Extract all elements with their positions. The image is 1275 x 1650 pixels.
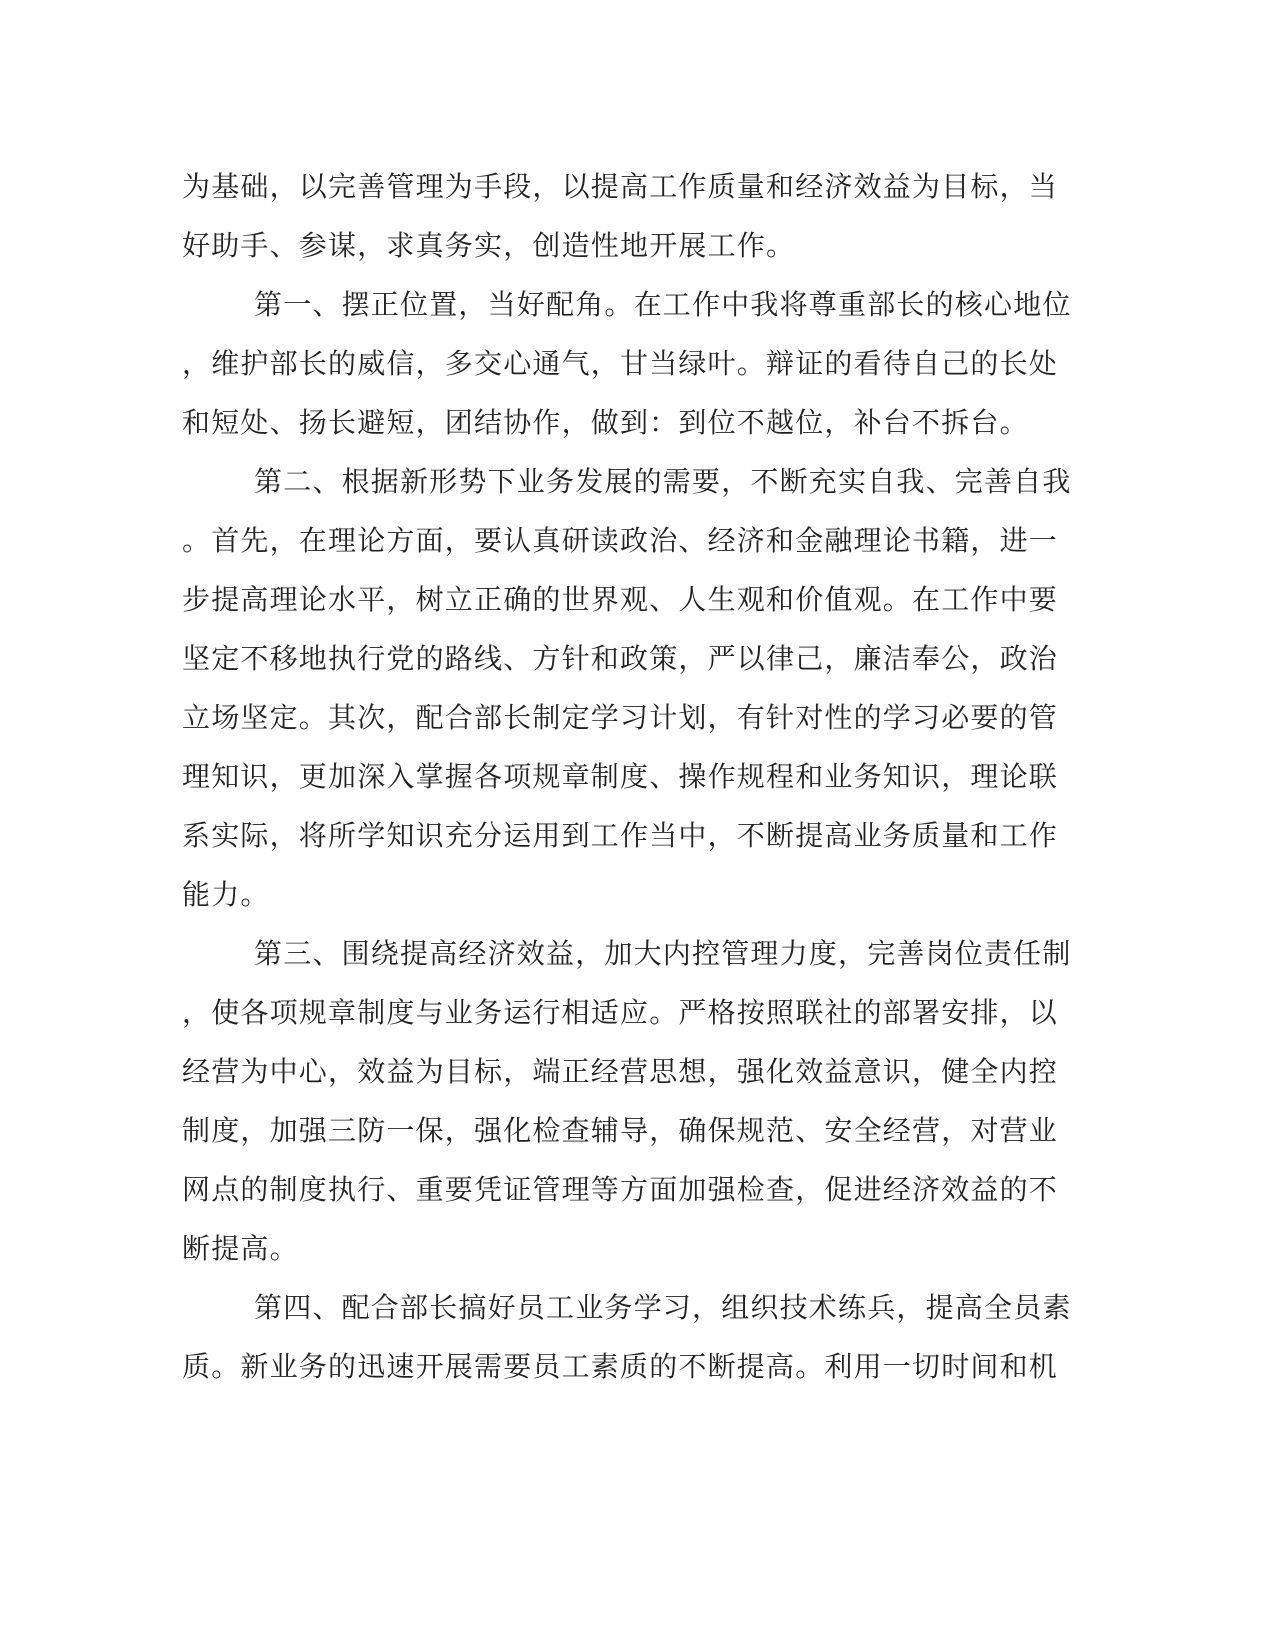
text-line: 立场坚定。其次，配合部长制定学习计划，有针对性的学习必要的管 <box>182 701 1059 734</box>
text-line: ，维护部长的威信，多交心通气，甘当绿叶。辩证的看待自己的长处 <box>182 347 1059 380</box>
text-line: 理知识，更加深入掌握各项规章制度、操作规程和业务知识，理论联 <box>182 760 1059 793</box>
text-line: 为基础，以完善管理为手段，以提高工作质量和经济效益为目标，当 <box>182 170 1059 203</box>
text-line: 好助手、参谋，求真务实，创造性地开展工作。 <box>182 229 796 262</box>
text-line: ，使各项规章制度与业务运行相适应。严格按照联社的部署安排，以 <box>182 996 1059 1029</box>
text-line: 。首先，在理论方面，要认真研读政治、经济和金融理论书籍，进一 <box>182 524 1059 557</box>
text-line: 步提高理论水平，树立正确的世界观、人生观和价值观。在工作中要 <box>182 583 1059 616</box>
text-line: 坚定不移地执行党的路线、方针和政策，严以律己，廉洁奉公，政治 <box>182 642 1059 675</box>
text-line: 网点的制度执行、重要凭证管理等方面加强检查，促进经济效益的不 <box>182 1173 1059 1206</box>
text-line: 系实际，将所学知识充分运用到工作当中，不断提高业务质量和工作 <box>182 819 1059 852</box>
text-line: 能力。 <box>182 878 270 911</box>
paragraph-start-line: 第一、摆正位置，当好配角。在工作中我将尊重部长的核心地位 <box>254 288 1072 321</box>
text-line: 经营为中心，效益为目标，端正经营思想，强化效益意识，健全内控 <box>182 1055 1059 1088</box>
text-line: 制度，加强三防一保，强化检查辅导，确保规范、安全经营，对营业 <box>182 1114 1059 1147</box>
paragraph-start-line: 第四、配合部长搞好员工业务学习，组织技术练兵，提高全员素 <box>254 1291 1072 1324</box>
text-line: 质。新业务的迅速开展需要员工素质的不断提高。利用一切时间和机 <box>182 1350 1059 1383</box>
body-text <box>182 157 1072 1396</box>
text-line: 断提高。 <box>182 1232 299 1265</box>
paragraph-start-line: 第三、围绕提高经济效益，加大内控管理力度，完善岗位责任制 <box>254 937 1072 970</box>
text-line: 和短处、扬长避短，团结协作，做到：到位不越位，补台不拆台。 <box>182 406 1029 439</box>
paragraph-start-line: 第二、根据新形势下业务发展的需要，不断充实自我、完善自我 <box>254 465 1072 498</box>
